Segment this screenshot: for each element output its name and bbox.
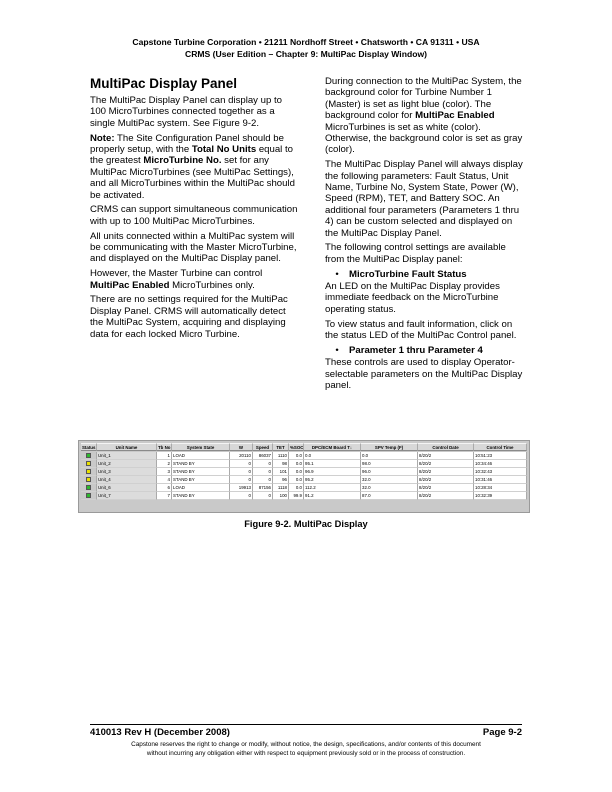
speed-cell: 0 [253,460,273,468]
system-state-cell: LOAD [172,452,230,460]
soc-cell: 0.0 [289,476,304,484]
system-state-cell: STAND BY [172,476,230,484]
microturbine-no-term: MicroTurbine No. [143,155,222,167]
soc-cell: 0.0 [289,452,304,460]
parameter-3-cell: 8/20/2 [418,492,474,500]
status-led-icon[interactable] [86,469,91,474]
speed-cell: 0 [253,492,273,500]
tet-cell: 101 [273,468,289,476]
parameter-1-cell: 95.1 [304,460,361,468]
status-led-icon[interactable] [86,493,91,498]
footer-divider [90,724,522,725]
header-soc[interactable]: %SOC [290,445,304,450]
power-cell: 0 [230,476,253,484]
color-paragraph: During connection to the MultiPac System, the background color for Turbine Number 1 (Master) is set as light blue (color). The background color for MultiPac Enabled MicroTurbines is set as white (color). Otherwise, the background color is set as gray (color). [325,76,523,156]
status-led-icon[interactable] [86,461,91,466]
header-system-state[interactable]: System State [172,443,230,451]
multipac-enabled-term: MultiPac Enabled [415,110,495,122]
bullet-fault-status: • MicroTurbine Fault Status [325,269,525,280]
speed-cell: 87156 [253,484,273,492]
table-row[interactable] [81,484,527,492]
header-tb-no[interactable]: Tb No [158,445,171,450]
table-row[interactable] [81,492,527,500]
parameter-1-cell: 91.2 [304,492,361,500]
parameter-3-cell: 8/20/2 [418,468,474,476]
parameter-2-cell: 87.0 [361,492,418,500]
system-state-cell: STAND BY [172,460,230,468]
intro-paragraph: The MultiPac Display Panel can display up to 100 MicroTurbines connected together as a single MultiPac system. See Figure 9-2. [90,95,282,129]
header-company-line: Capstone Turbine Corporation • 21211 Nordhoff Street • Chatsworth • CA 91311 • USA [132,37,480,47]
table-row[interactable] [81,460,527,468]
parameter-4-cell: 10:32:43 [474,468,527,476]
power-cell: 20110 [230,452,253,460]
header-status[interactable]: Status [82,445,96,450]
speed-cell: 0 [253,468,273,476]
parameter-3-cell: 8/20/2 [418,476,474,484]
note-label: Note: [90,132,115,144]
system-state-cell: STAND BY [172,492,230,500]
section-title: MultiPac Display Panel [90,76,238,91]
status-led-icon[interactable] [86,485,91,490]
header-parameter-3[interactable]: Control Date [418,443,474,451]
footer-disclaimer: Capstone reserves the right to change or modify, without notice, the design, specifications, and/or contents of this document without incurring any obligation either with respect to equipment previously sold or in the process of construction. [131,741,481,757]
tet-cell: 100 [273,492,289,500]
parameter-2-cell: 0.0 [361,452,418,460]
header-tet[interactable]: TET [273,443,289,451]
status-led-icon[interactable] [86,453,91,458]
header-speed[interactable]: Speed [253,443,273,451]
table-row[interactable] [81,468,527,476]
soc-cell: 0.0 [289,468,304,476]
multipac-enabled-term: MultiPac Enabled [90,279,170,291]
tet-cell: 1110 [273,452,289,460]
parameter-1-cell: 96.9 [304,468,361,476]
status-led-icon[interactable] [86,477,91,482]
header-parameter-4[interactable]: Control Time [474,443,527,451]
tb-no-cell: 2 [157,460,172,468]
tb-no-cell: 3 [157,468,172,476]
soc-cell: 0.0 [289,460,304,468]
parameter-2-cell: 32.0 [361,484,418,492]
tet-cell: 1118 [273,484,289,492]
total-no-units-term: Total No Units [191,144,257,156]
parameters-controls-paragraph: These controls are used to display Operator-selectable parameters on the MultiPac Display panel. [325,357,523,392]
tb-no-cell: 1 [157,452,172,460]
unit-name-cell: Unit_6 [97,484,157,492]
parameter-1-cell: 0.0 [304,452,361,460]
parameter-1-cell: 112.2 [304,484,361,492]
header-power[interactable]: W [230,443,253,451]
right-column [325,76,525,395]
page-number: Page 9-2 [482,727,522,738]
page-header [0,36,612,60]
unit-name-cell: Unit_4 [97,476,157,484]
support-paragraph: CRMS can support simultaneous communication with up to 100 MultiPac MicroTurbines. [90,204,298,227]
parameter-2-cell: 96.0 [361,468,418,476]
power-cell: 19913 [230,484,253,492]
parameter-3-cell: 8/20/2 [418,460,474,468]
header-parameter-1[interactable]: DPC/ECM Board T↓ [304,443,361,451]
parameter-4-cell: 10:31:46 [474,476,527,484]
unit-name-cell: Unit_7 [97,492,157,500]
header-parameter-2[interactable]: SPV Temp (F) [361,443,418,451]
unit-name-cell: Unit_2 [97,460,157,468]
view-status-paragraph: To view status and fault information, click on the status LED of the MultiPac Control panel. [325,318,517,342]
speed-cell: 86037 [253,452,273,460]
header-chapter-line: CRMS (User Edition – Chapter 9: MultiPac Display Window) [184,49,427,59]
speed-cell: 0 [253,476,273,484]
parameter-4-cell: 10:34:46 [474,460,527,468]
settings-paragraph: There are no settings required for the MultiPac Display Panel. CRMS will automatically detect the MultiPac System, acquiring and displaying data for each locked Micro Turbine. [90,294,288,340]
parameters-paragraph: The MultiPac Display Panel will always display the following parameters: Fault Status, Unit Name, Turbine No, System State, Power (W), Speed (RPM), TET, and Battery SOC. An additional four parameters (Parameters 1 thru 4) can be custom selected and displayed on the MultiPac Display Panel. [325,159,523,239]
tet-cell: 98 [273,460,289,468]
communication-paragraph: All units connected within a MultiPac system will be communicating with the Master MicroTurbine, and displayed on the MultiPac Display panel. [90,230,297,265]
grid-header-row [81,443,527,451]
document-revision: 410013 Rev H (December 2008) [90,727,230,738]
power-cell: 0 [230,492,253,500]
note-paragraph: Note: The Site Configuration Panel should be properly setup, with the Total No Units equal to the greatest MicroTurbine No. set for any MultiPac MicroTurbines (see MultiPac Settings), and all MicroTurbines within the MultiPac should be activated. [90,132,295,201]
multipac-display-figure [78,440,530,513]
parameter-3-cell: 8/20/2 [418,452,474,460]
tb-no-cell: 7 [157,492,172,500]
table-row[interactable] [81,452,527,460]
parameter-4-cell: 10:28:34 [474,484,527,492]
parameter-2-cell: 98.0 [361,460,418,468]
system-state-cell: LOAD [172,484,230,492]
parameter-4-cell: 10:32:39 [474,492,527,500]
tb-no-cell: 6 [157,484,172,492]
control-paragraph: However, the Master Turbine can control MultiPac Enabled MicroTurbines only. [90,268,263,291]
footer [90,727,522,738]
power-cell: 0 [230,460,253,468]
unit-name-cell: Unit_1 [97,452,157,460]
header-unit-name[interactable]: Unit Name [97,443,157,451]
system-state-cell: STAND BY [172,468,230,476]
bullet-icon: • [335,344,339,356]
controls-intro-paragraph: The following control settings are available from the MultiPac Display panel: [325,242,506,265]
soc-cell: 0.0 [289,484,304,492]
parameter-2-cell: 32.0 [361,476,418,484]
power-cell: 0 [230,468,253,476]
led-paragraph: An LED on the MultiPac Display provides immediate feedback on the MicroTurbine operating status. [325,281,500,315]
parameter-3-cell: 8/20/2 [418,484,474,492]
left-column [90,76,298,343]
table-row[interactable] [81,476,527,484]
unit-name-cell: Unit_3 [97,468,157,476]
tb-no-cell: 4 [157,476,172,484]
parameter-4-cell: 10:51:23 [474,452,527,460]
tet-cell: 96 [273,476,289,484]
bullet-parameters: • Parameter 1 thru Parameter 4 [325,345,525,356]
figure-caption: Figure 9-2. MultiPac Display [244,519,368,529]
parameter-1-cell: 95.2 [304,476,361,484]
soc-cell: 99.9 [289,492,304,500]
bullet-icon: • [335,268,339,280]
